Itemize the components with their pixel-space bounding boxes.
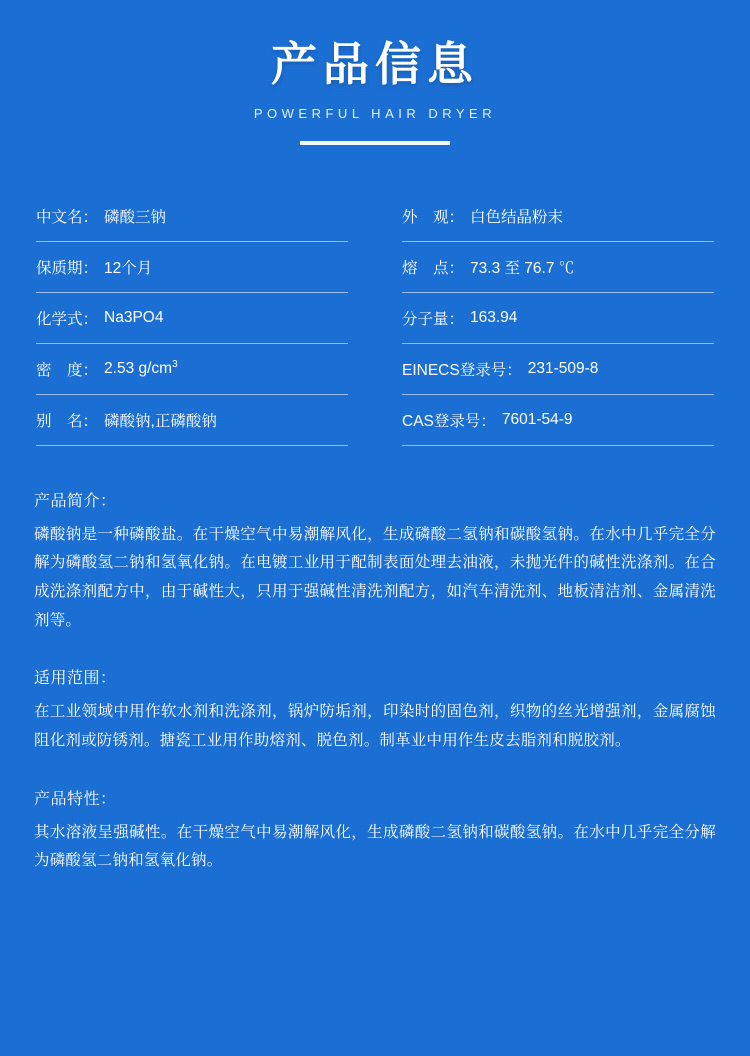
spec-row [402, 191, 714, 242]
section-body: 其水溶液呈强碱性。在干燥空气中易潮解风化，生成磷酸二氢钠和碳酸氢钠。在水中几乎完全分解为磷酸氢二钠和氢氧化钠。 [34, 823, 716, 870]
spec-row [36, 395, 348, 446]
spec-value: 73.3 至 76.7 ℃ [470, 259, 575, 277]
spec-column-right [402, 191, 714, 446]
section-body: 磷酸钠是一种磷酸盐。在干燥空气中易潮解风化，生成磷酸二氢钠和碳酸氢钠。在水中几乎完全分解为磷酸氢二钠和氢氧化钠。在电镀工业用于配制表面处理去油液，未抛光件的碱性洗涤剂。在合成洗涤剂配方中，由于碱性大，只用于强碱性清洗剂配方，如汽车清洗剂、地板清洁剂、金属清洗剂等。 [34, 525, 716, 629]
spec-row [36, 293, 348, 344]
section-product-intro [34, 488, 716, 636]
section-body: 在工业领域中用作软水剂和洗涤剂，锅炉防垢剂，印染时的固色剂，织物的丝光增强剂，金属腐蚀阻化剂或防锈剂。搪瓷工业用作助熔剂、脱色剂。制革业中用作生皮去脂剂和脱胶剂。 [34, 703, 716, 749]
spec-row [36, 191, 348, 242]
spec-value: 磷酸钠,正磷酸钠 [104, 412, 217, 430]
page-header [0, 0, 750, 145]
spec-value: 磷酸三钠 [104, 208, 167, 226]
spec-label: CAS登录号： [402, 412, 496, 430]
header-divider [300, 141, 450, 145]
section-product-features [34, 786, 716, 876]
spec-row [402, 344, 714, 395]
spec-row [402, 293, 714, 344]
page-title: 产品信息 [271, 38, 479, 90]
section-title: 产品简介： [34, 492, 117, 510]
spec-table [0, 191, 750, 446]
spec-column-left [36, 191, 348, 446]
spec-value-text: 2.53 g/cm [104, 360, 173, 378]
spec-value: 163.94 [470, 308, 518, 326]
spec-row [36, 344, 348, 395]
spec-label: 外 观： [402, 208, 465, 226]
spec-label: 熔 点： [402, 259, 465, 277]
spec-value [104, 359, 178, 378]
spec-label: 别 名： [36, 412, 99, 430]
section-title: 适用范围： [34, 670, 117, 688]
spec-label: 密 度： [36, 361, 99, 379]
spec-label: 中文名： [36, 208, 99, 226]
spec-value: 12个月 [104, 259, 153, 277]
spec-label: 分子量： [402, 310, 465, 328]
spec-value: 白色结晶粉末 [470, 208, 564, 226]
section-title: 产品特性： [34, 790, 117, 808]
spec-value-superscript: 3 [172, 358, 178, 370]
spec-value: 7601-54-9 [501, 410, 573, 428]
spec-row [402, 242, 714, 293]
spec-label: 保质期： [36, 259, 99, 277]
section-application-scope [34, 665, 716, 755]
content-sections [0, 488, 750, 876]
spec-value: Na3PO4 [104, 308, 164, 326]
spec-row [402, 395, 714, 446]
page-subtitle: POWERFUL HAIR DRYER [253, 105, 497, 121]
spec-label: EINECS登录号： [402, 361, 522, 379]
spec-value: 231-509-8 [527, 359, 599, 377]
spec-label: 化学式： [36, 310, 99, 328]
spec-row [36, 242, 348, 293]
